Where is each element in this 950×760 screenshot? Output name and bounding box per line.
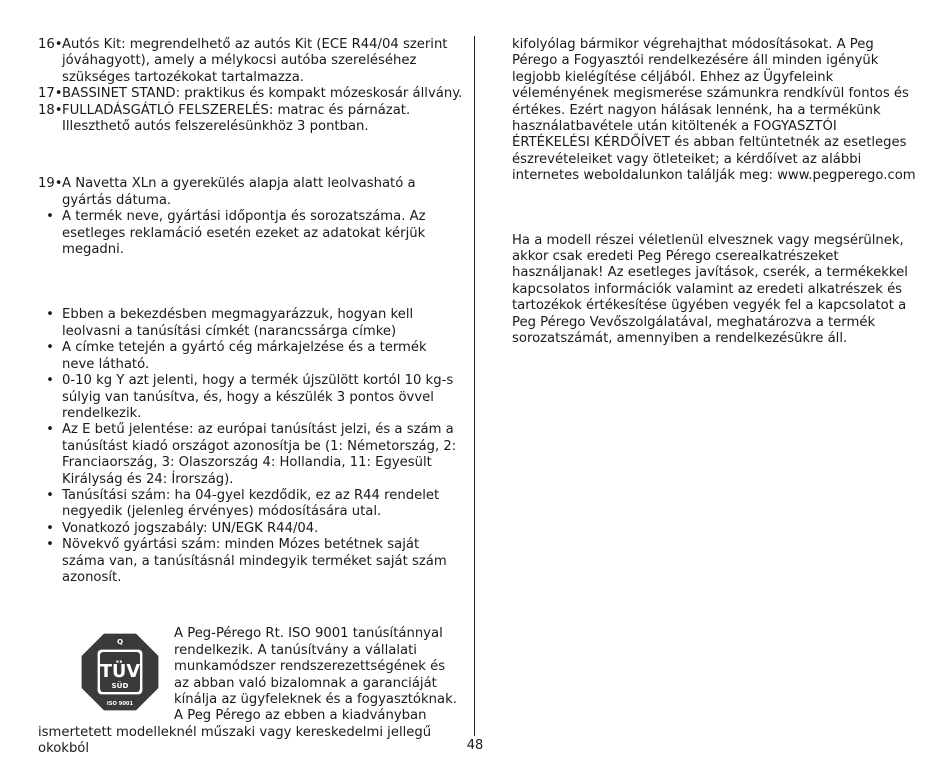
item-number: 16• (38, 37, 63, 52)
bullet-text: 0-10 kg Y azt jelenti, hogy a termék újszülött kortól 10 kg-s súlyig van tanúsítva, és, hogy a készülék 3 pontos övvel rendelkezik. (62, 373, 454, 421)
bullet-icon: • (46, 487, 54, 503)
logo-top-letter: Q (116, 637, 124, 647)
left-column (38, 37, 463, 758)
list-item-16 (38, 37, 463, 86)
bullet-text: A címke tetején a gyártó cég márkajelzése és a termék neve látható. (62, 340, 427, 372)
bullet-icon: • (46, 373, 54, 389)
bullet-icon: • (46, 340, 54, 356)
bullet-text: Vonatkozó jogszabály: UN/EGK R44/04. (62, 520, 319, 536)
list-item-17 (38, 86, 463, 102)
bullet-icon: • (46, 307, 54, 323)
logo-sub: SÜD (111, 681, 129, 691)
spare-parts-paragraph: Ha a modell részei véletlenül elvesznek vagy megsérülnek, akkor csak eredeti Peg Pérego cserealkatrészeket használjanak! Az esetleges javítások, cserék, a termékekkel kapcsolatos információk valamint az eredeti alkatrészek és tartozékok értékesítése ügyében vegyék fel a kapcsolatot a Peg Pérego Vevőszolgálatával, meghatározva a termék sorozatszámát, amennyiben a rendelkezésükre áll. (512, 232, 908, 347)
bullet-text: Ebben a bekezdésben megmagyarázzuk, hogyan kell leolvasni a tanúsítási címkét (narancssárga címke) (62, 307, 414, 339)
certification-text: A Peg-Pérego Rt. ISO 9001 tanúsítánnyal rendelkezik. A tanúsítvány a vállalati munkamódszer rendszerezettségének és az abban való bizalomnak a garanciáját kínálja az ügyfeleknek és a fogyasztóknak. A Peg Pérego az ebben a kiadványban ismertetett modelleknél műszaki vagy kereskedelmi jellegű okokból (38, 626, 457, 757)
bullet-item (38, 422, 463, 488)
bullet-icon: • (46, 209, 54, 225)
logo-brand: TÜV (100, 662, 140, 683)
bullet-text: Növekvő gyártási szám: minden Mózes betétnek saját száma van, a tanúsításnál mindegyik terméket saját szám azonosít. (62, 537, 447, 585)
feedback-paragraph: kifolyólag bármikor végrehajthat módosításokat. A Peg Pérego a Fogyasztói rendelkezésére áll minden igényük legjobb kielégítése céljából. Ehhez az Ügyfeleink véleményének megismerése számunkra rendkívül fontos és értékes. Ezért nagyon hálásak lennénk, ha a termékünk használatbavétele után kitöltenék a FOGYASZTÓI ÉRTÉKELÉSI KÉRDŐÍVET és abban feltüntetnék az esetleges észrevételeiket vagy ötleteiket; a kérdőívet az alábbi internetes weboldalunkon találják meg: www.pegperego.com (512, 37, 916, 184)
bullet-text: Tanúsítási szám: ha 04-gyel kezdődik, ez az R44 rendelet negyedik (jelenleg érvényes) módosítására utal. (62, 487, 440, 520)
bullet-icon: • (46, 537, 54, 553)
bullet-text: A termék neve, gyártási időpontja és sorozatszáma. Az esetleges reklamáció esetén ezeket az adatokat kérjük megadni. (62, 209, 426, 258)
list-item-19 (38, 176, 463, 209)
bullet-item (38, 340, 463, 373)
page-number: 48 (466, 738, 484, 753)
bullet-icon: • (46, 520, 54, 536)
bullet-item (38, 521, 463, 537)
item-number: 19• (38, 176, 63, 192)
item-text: A Navetta XLn a gyerekülés alapja alatt leolvasható a gyártás dátuma. (62, 176, 416, 208)
item-text: BASSINET STAND: praktikus és kompakt mózeskosár állvány. (62, 86, 463, 102)
bullet-item (38, 488, 463, 521)
column-divider (474, 36, 475, 736)
bullet-item (38, 307, 463, 340)
tuv-sud-logo (80, 632, 160, 712)
label-explanation-list (38, 307, 463, 586)
item-number: 17• (38, 86, 63, 102)
item-text: FULLADÁSGÁTLÓ FELSZERELÉS: matrac és párnázat. Illeszthető autós felszerelésünkhöz 3 pontban. (62, 102, 411, 135)
list-item-18 (38, 103, 463, 136)
bullet-item (38, 209, 463, 258)
right-column (512, 37, 917, 348)
item-number: 18• (38, 102, 63, 118)
bullet-item (38, 373, 463, 422)
bullet-text: Az E betű jelentése: az európai tanúsítást jelzi, és a szám a tanúsítást kiadó országot azonosítja be (1: Németország, 2: Franciaország, 3: Olaszország 4: Hollandia, 11: Egyesült Királyság és 24: Írország). (62, 422, 457, 487)
accessory-list (38, 37, 463, 135)
bullet-item (38, 537, 463, 586)
logo-cert: ISO 9001 (106, 701, 134, 708)
item-text: Autós Kit: megrendelhető az autós Kit (ECE R44/04 szerint jóváhagyott), amely a mélykocsi autóba szereléséhez szükséges tartozékokat tartalmazza. (62, 37, 448, 85)
bullet-icon: • (46, 422, 54, 438)
